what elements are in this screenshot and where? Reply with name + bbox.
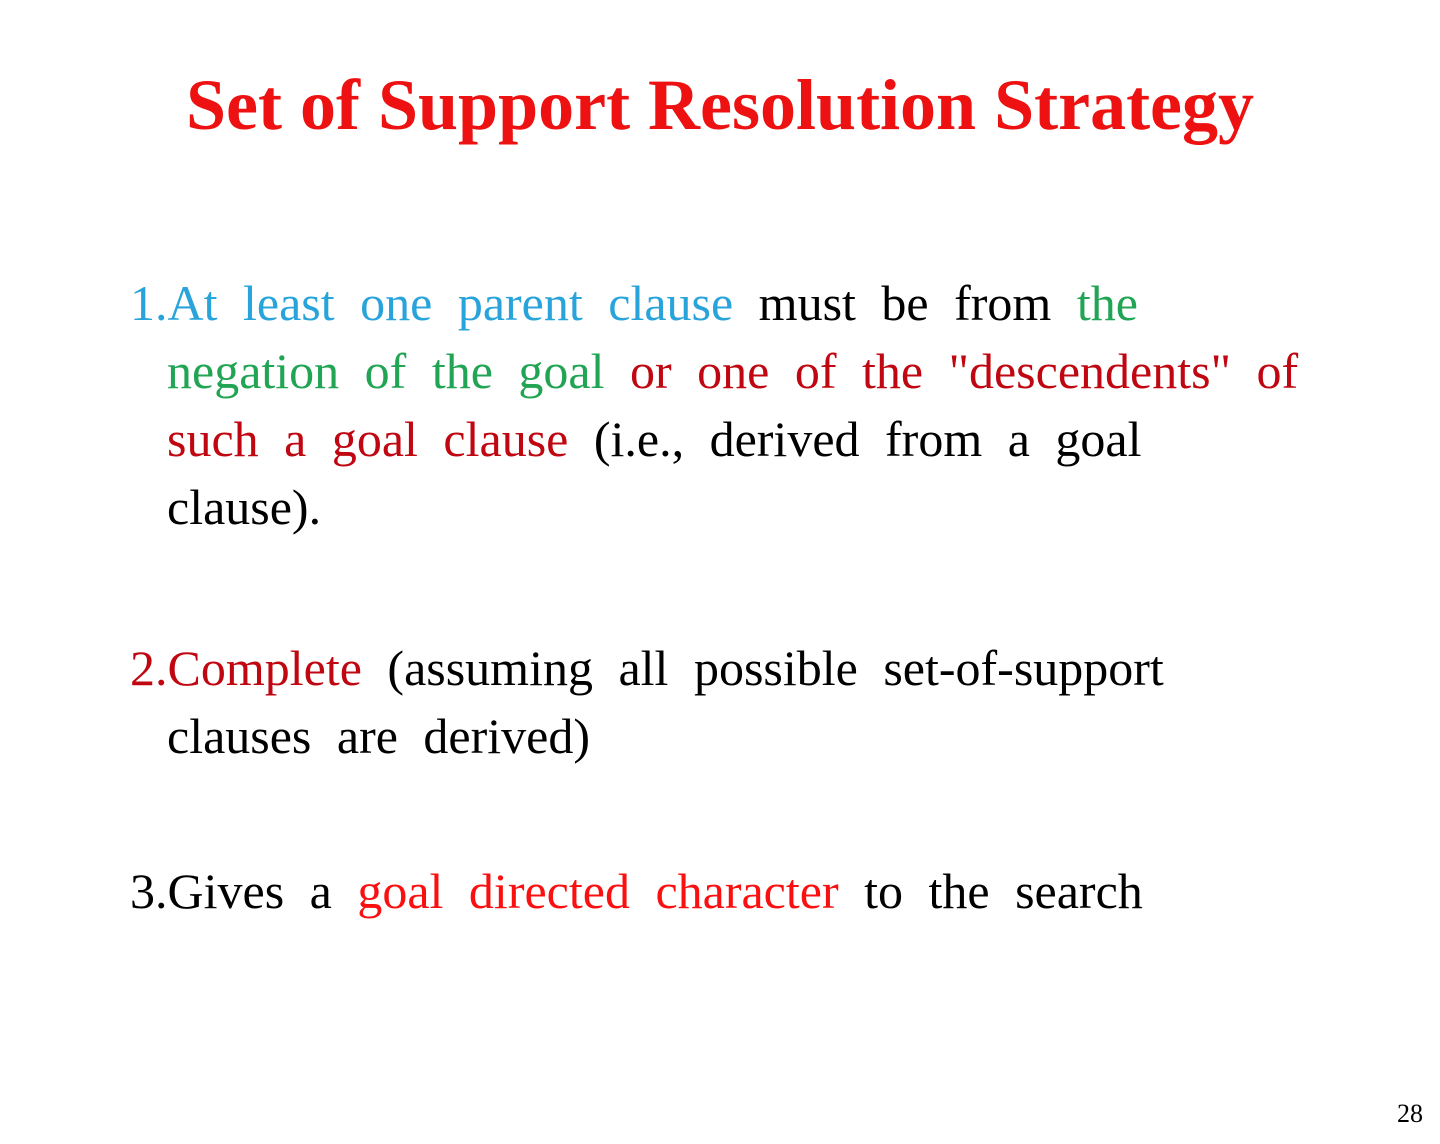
text-segment: to the search (864, 863, 1143, 919)
slide-body (130, 269, 1360, 925)
text-segment: or one of the "descendents" of (630, 343, 1299, 399)
text-segment: clause). (167, 479, 322, 535)
page-number: 28 (1397, 1099, 1423, 1128)
slide (0, 64, 1440, 1144)
text-segment: goal directed character (357, 863, 865, 919)
text-segment: clauses are derived) (167, 708, 590, 764)
text-segment: (i.e., derived from a goal (593, 411, 1142, 467)
text-line (130, 857, 1360, 925)
text-line (130, 269, 1360, 337)
text-segment: negation of the goal (167, 343, 630, 399)
text-segment: the (1076, 275, 1138, 331)
slide-title: Set of Support Resolution Strategy (185, 65, 1254, 145)
text-line (130, 337, 1360, 405)
text-line (130, 405, 1360, 473)
text-segment: 3.Gives a (130, 863, 358, 919)
list-item-3 (130, 857, 1360, 925)
text-line (130, 702, 1360, 770)
text-segment: 2.Complete (130, 640, 388, 696)
text-segment: such a goal clause (167, 411, 594, 467)
text-segment: must be from (758, 275, 1077, 331)
list-item-2 (130, 634, 1360, 770)
text-line (130, 473, 1360, 541)
list-item-1 (130, 269, 1360, 541)
text-segment: 1.At least one parent clause (130, 275, 759, 331)
text-segment: (assuming all possible set-of-support (387, 640, 1164, 696)
text-line (130, 634, 1360, 702)
